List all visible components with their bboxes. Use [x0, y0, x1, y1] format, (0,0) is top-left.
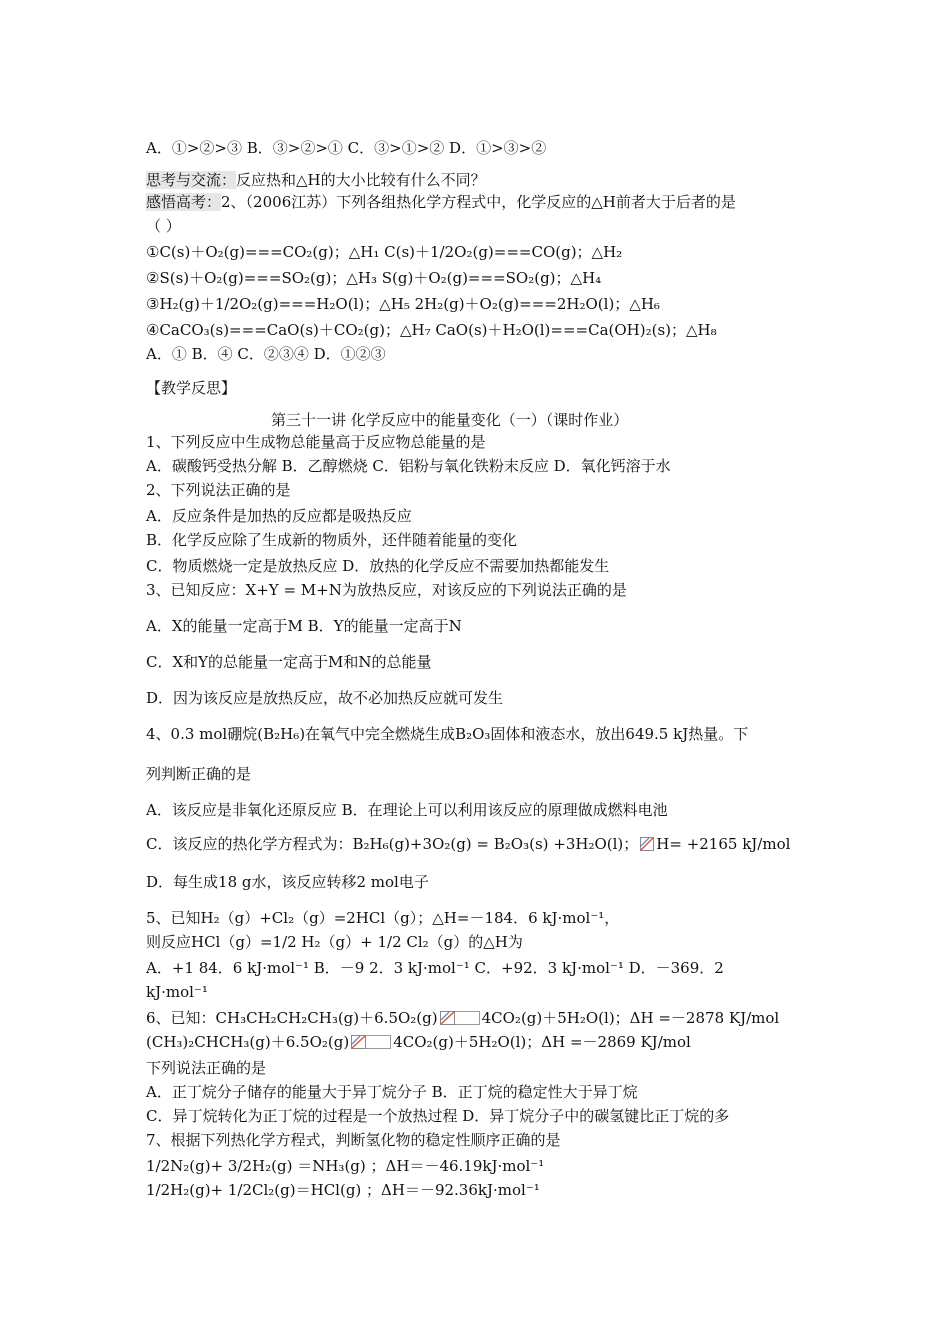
text-line [146, 834, 790, 854]
line-text: 5、已知H₂（g）+Cl₂（g）=2HCl（g）；△H=－184．6 kJ·mol⁻¹， [146, 909, 620, 927]
line-text: 7、根据下列热化学方程式，判断氢化物的稳定性顺序正确的是 [146, 1131, 561, 1149]
text-line [146, 872, 429, 892]
line-text: 3、已知反应：X+Y = M+N为放热反应，对该反应的下列说法正确的是 [146, 581, 627, 599]
text-line [146, 294, 660, 314]
text-line [146, 764, 251, 784]
line-text: 第三十一讲 化学反应中的能量变化（一）（课时作业） [271, 411, 629, 429]
text-line [146, 506, 412, 526]
text-line [146, 170, 486, 190]
text-line [146, 344, 386, 364]
highlight: 思考与交流： [146, 171, 237, 189]
text-line [146, 1106, 729, 1126]
line-text: C．该反应的热化学方程式为：B₂H₆(g)+3O₂(g) = B₂O₃(s) +3H₂O(l)； [146, 835, 639, 853]
text-line [146, 378, 236, 398]
embedded-image-icon [638, 835, 656, 853]
text-line [146, 908, 619, 928]
text-line [146, 1032, 691, 1052]
text-line [146, 1008, 779, 1028]
text-line [146, 530, 517, 550]
text-line [146, 688, 503, 708]
text-line [146, 1156, 544, 1176]
line-text: 【教学反思】 [146, 379, 237, 397]
highlight: 感悟高考： [146, 193, 222, 211]
text-line [146, 982, 208, 1002]
line-text-tail: 4CO₂(g)＋5H₂O(l)；ΔH =－2869 KJ/mol [393, 1033, 691, 1051]
text-line [146, 192, 736, 212]
text-line [146, 800, 668, 820]
line-text: kJ·mol⁻¹ [146, 983, 208, 1001]
text-line [146, 580, 627, 600]
line-text: 1/2H₂(g)+ 1/2Cl₂(g)＝HCl(g) ；ΔH＝－92.36kJ·mol⁻¹ [146, 1181, 540, 1199]
line-text: A．正丁烷分子储存的能量大于异丁烷分子 B．正丁烷的稳定性大于异丁烷 [146, 1083, 638, 1101]
line-text: A．X的能量一定高于M B．Y的能量一定高于N [146, 617, 462, 635]
line-text: A．① B．④ C．②③④ D．①②③ [146, 345, 386, 363]
line-text: 6、已知：CH₃CH₂CH₂CH₃(g)＋6.5O₂(g) [146, 1009, 438, 1027]
line-text-tail: H= +2165 kJ/mol [656, 835, 791, 853]
line-text: C．物质燃烧一定是放热反应 D．放热的化学反应不需要加热都能发生 [146, 557, 610, 575]
line-text: B．化学反应除了生成新的物质外，还伴随着能量的变化 [146, 531, 518, 549]
text-line [146, 556, 609, 576]
text-line [146, 268, 601, 288]
line-text: ③H₂(g)＋1/2O₂(g)===H₂O(l)；△H₅ 2H₂(g)＋O₂(g)===2H₂O(l)；△H₆ [146, 295, 660, 313]
line-text: 思考与交流：反应热和△H的大小比较有什么不同？ [146, 171, 486, 189]
line-text: （ ） [146, 217, 181, 235]
embedded-image-icon [349, 1033, 393, 1051]
line-text: A．①>②>③ B．③>②>① C．③>①>② D．①>③>② [146, 139, 547, 157]
text-line [271, 410, 628, 430]
line-text: A．该反应是非氧化还原反应 B．在理论上可以利用该反应的原理做成燃料电池 [146, 801, 668, 819]
text-line [146, 1130, 561, 1150]
text-line [146, 1180, 540, 1200]
line-text: 列判断正确的是 [146, 765, 252, 783]
line-text: C．异丁烷转化为正丁烷的过程是一个放热过程 D．异丁烷分子中的碳氢键比正丁烷的多 [146, 1107, 730, 1125]
line-text: 2、下列说法正确的是 [146, 481, 291, 499]
text-line [146, 432, 486, 452]
line-text: 1、下列反应中生成物总能量高于反应物总能量的是 [146, 433, 486, 451]
embedded-image-icon [438, 1009, 482, 1027]
line-text: 4、0.3 mol硼烷(B₂H₆)在氧气中完全燃烧生成B₂O₃固体和液态水，放出649.5 kJ热量。下 [146, 725, 749, 743]
text-line [146, 1082, 638, 1102]
line-text: A．反应条件是加热的反应都是吸热反应 [146, 507, 412, 525]
line-text: ①C(s)＋O₂(g)===CO₂(g)；△H₁ C(s)＋1/2O₂(g)===CO(g)；△H₂ [146, 243, 623, 261]
text-line [146, 480, 291, 500]
text-line [146, 616, 462, 636]
line-text-tail: 4CO₂(g)＋5H₂O(l)；ΔH =－2878 KJ/mol [481, 1009, 780, 1027]
line-text: 感悟高考：2、（2006江苏）下列各组热化学方程式中，化学反应的△H前者大于后者的是 [146, 193, 736, 211]
line-text: (CH₃)₂CHCH₃(g)＋6.5O₂(g) [146, 1033, 350, 1051]
line-text: ②S(s)＋O₂(g)===SO₂(g)；△H₃ S(g)＋O₂(g)===SO₂(g)；△H₄ [146, 269, 602, 287]
line-text: 1/2N₂(g)+ 3/2H₂(g) ＝NH₃(g) ；ΔH＝－46.19kJ·mol⁻¹ [146, 1157, 545, 1175]
text-line [146, 724, 748, 744]
line-text: D．每生成18 g水，该反应转移2 mol电子 [146, 873, 429, 891]
text-line [146, 1058, 266, 1078]
line-text: A．+1 84．6 kJ·mol⁻¹ B．－9 2．3 kJ·mol⁻¹ C．+92．3 kJ·mol⁻¹ D．－369．2 [146, 959, 724, 977]
text-line [146, 216, 181, 236]
line-text: A．碳酸钙受热分解 B．乙醇燃烧 C．铝粉与氧化铁粉末反应 D．氧化钙溶于水 [146, 457, 671, 475]
line-text: D．因为该反应是放热反应，故不必加热反应就可发生 [146, 689, 504, 707]
line-text: 下列说法正确的是 [146, 1059, 267, 1077]
text-line [146, 958, 724, 978]
text-line [146, 138, 546, 158]
text-line [146, 932, 523, 952]
text-line [146, 652, 432, 672]
text-line [146, 242, 622, 262]
line-text: 则反应HCl（g）=1/2 H₂（g）+ 1/2 Cl₂（g）的△H为 [146, 933, 523, 951]
line-text: C．X和Y的总能量一定高于M和N的总能量 [146, 653, 432, 671]
line-text: ④CaCO₃(s)===CaO(s)＋CO₂(g)；△H₇ CaO(s)＋H₂O(l)===Ca(OH)₂(s)；△H₈ [146, 321, 717, 339]
text-line [146, 456, 671, 476]
text-line [146, 320, 717, 340]
